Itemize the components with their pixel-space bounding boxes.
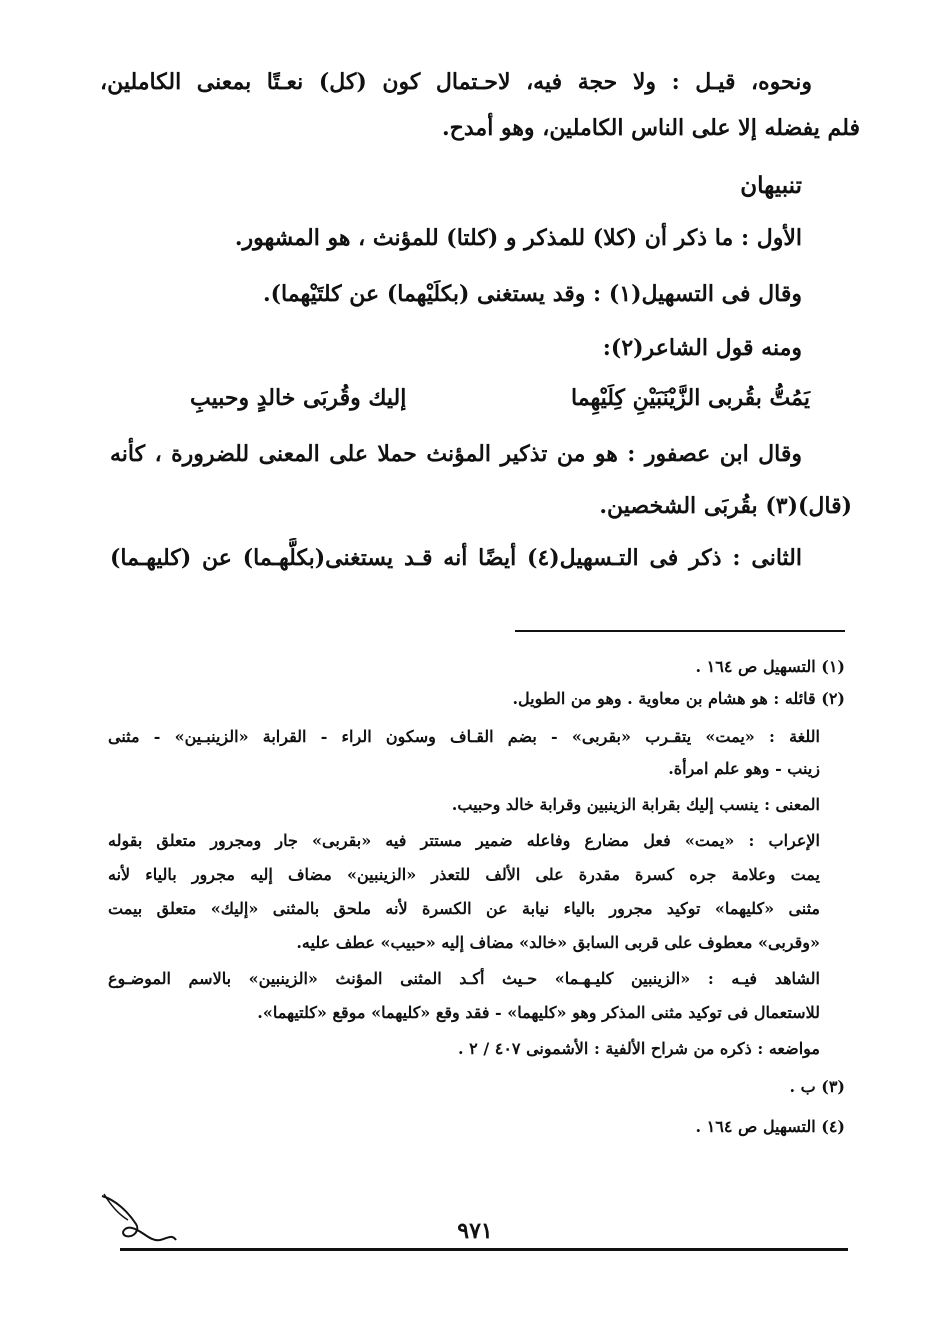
footnote-1: (١) التسهيل ص ١٦٤ .: [695, 657, 845, 676]
ibn-usfur-line-1: وقال ابن عصفور : هو من تذكير المؤنث حملا على المعنى للضرورة ، كأنه: [110, 441, 802, 467]
footnote-2-shahid-2: للاستعمال فى توكيد مثنى المذكر وهو «كليهما» - فقد وقع «كليهما» موقع «كلتيهما».: [257, 1003, 820, 1022]
first-note-lead: الأول :: [740, 225, 802, 251]
footnote-3: (٣) ب .: [789, 1077, 845, 1096]
second-note-line: [110, 538, 802, 578]
footnote-2-irab-2: يمت وعلامة جره كسرة مقدرة على الألف للتعذر «الزينبين» مضاف إليه مجرور بالياء لأنه: [108, 865, 820, 884]
footnote-2-irab-1: الإعراب : «يمت» فعل مضارع وفاعله ضمير مستتر فيه «بقربى» جار ومجرور متعلق بقوله: [108, 831, 820, 850]
body-line-1: ونحوه، قيـل : ولا حجة فيه، لاحـتمال كون (كل) نعـتًا بمعنى الكاملين،: [100, 69, 812, 95]
tashil-quote-line: وقال فى التسهيل(١) : وقد يستغنى (بكلَيْهما) عن كلتَيْهما).: [262, 281, 802, 307]
first-note-text: ما ذكر أن (كلا) للمذكر و (كلتا) للمؤنث ، هو المشهور.: [234, 225, 734, 251]
verse: [190, 378, 810, 418]
body-line-2: فلم يفضله إلا على الناس الكاملين، وهو أمدح.: [442, 115, 860, 141]
bottom-rule: [120, 1248, 848, 1251]
verse-hemistich-1: يَمُتُّ بقُربى الزَّيْنَبَيْنِ كِلَيْهِما: [571, 385, 810, 411]
footnote-4: (٤) التسهيل ص ١٦٤ .: [695, 1117, 845, 1136]
footnote-2: (٢) قائله : هو هشام بن معاوية . وهو من الطويل.: [512, 689, 845, 708]
section-heading: تنبيهان: [740, 172, 802, 199]
footnote-2-irab-3: مثنى «كليهما» توكيد مجرور بالياء نيابة عن الكسرة لأنه ملحق بالمثنى «إليك» متعلق بيمت: [108, 899, 820, 918]
ibn-usfur-line-2: (قال)(٣) بقُربَى الشخصين.: [599, 493, 852, 519]
footnote-separator: [515, 630, 845, 632]
second-note-lead: الثانى :: [732, 545, 802, 571]
footnote-2-lugha-1: اللغة : «يمت» يتقـرب «بقربى» - بضم القـاف وسكون الراء - القرابة «الزينبـين» - مثنى: [108, 727, 820, 746]
verse-hemistich-2: إليك وقُربَى خالدٍ وحبيبِ: [190, 385, 407, 411]
pen-flourish-icon: [98, 1190, 178, 1250]
footnote-2-irab-4: «وقربى» معطوف على قربى السابق «خالد» مضاف إليه «حبيب» عطف عليه.: [296, 933, 820, 952]
second-note-text: ذكر فى التـسهيل(٤) أيضًا أنه قـد يستغنى(بكلَّهـما) عن (كليهـما): [110, 545, 722, 571]
page-number: ٩٧١: [457, 1218, 493, 1244]
footnote-2-mawadi: مواضعه : ذكره من شراح الألفية : الأشمونى ٤٠٧ / ٢ .: [458, 1039, 820, 1058]
first-note-line: [150, 218, 802, 258]
footnote-2-maana: المعنى : ينسب إليك بقرابة الزينبين وقرابة خالد وحبيب.: [451, 795, 820, 814]
poet-intro-line: ومنه قول الشاعر(٢):: [602, 335, 802, 361]
footnote-2-shahid-1: الشاهد فيـه : «الزينبين كليـهـما» حـيث أكـد المثنى المؤنث «الزينبين» بالاسم الموضـوع: [108, 969, 820, 988]
footnote-2-lugha-2: زينب - وهو علم امرأة.: [668, 759, 820, 778]
